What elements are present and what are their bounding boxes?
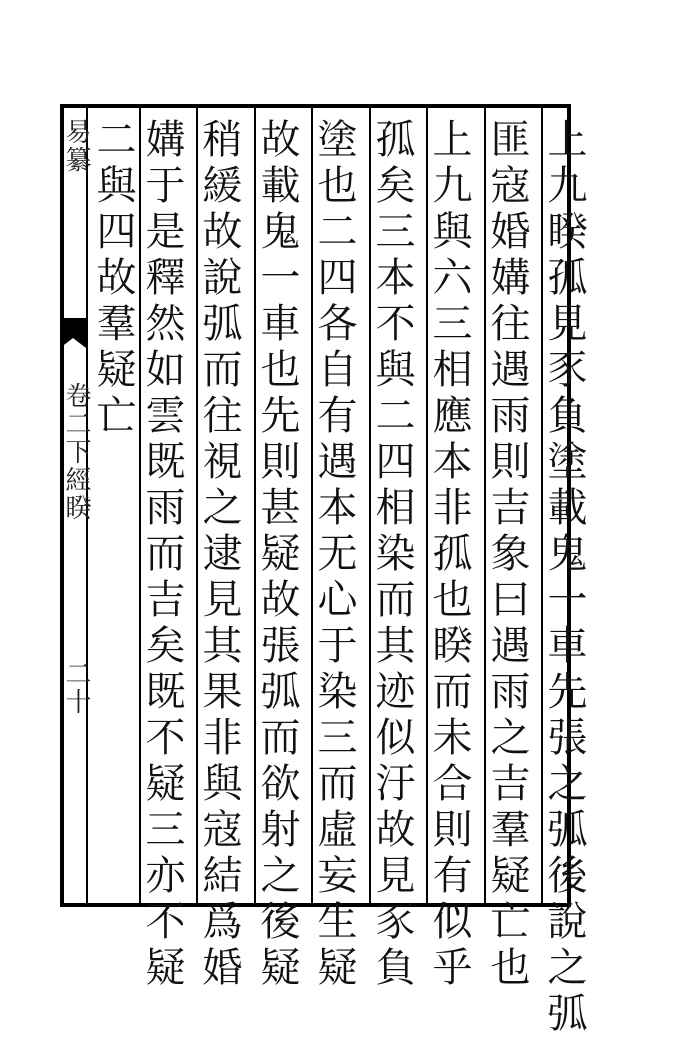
text-column-6: 故載鬼一車也先則甚疑故張弧而欲射之後疑	[254, 118, 300, 992]
page-frame-top	[60, 104, 570, 108]
text-column-5: 塗也二四各自有遇本无心于染三而虛妄生疑	[311, 118, 357, 992]
text-column-2: 匪寇婚媾往遇雨則吉象曰遇雨之吉羣疑亡也	[484, 118, 530, 992]
text-column-4: 孤矣三本不與二四相染而其迹似汙故見豕負	[369, 118, 415, 992]
page-number: 二十	[61, 660, 91, 716]
text-column-8: 媾于是釋然如雲既雨而吉矣既不疑三亦不疑	[139, 118, 185, 992]
text-column-9: 二與四故羣疑亡	[90, 118, 136, 440]
text-column-7: 稍緩故說弧而往視之逮見其果非與寇結爲婚	[196, 118, 242, 992]
text-column-3: 上九與六三相應本非孤也睽而未合則有似乎	[426, 118, 472, 992]
text-column-1: 上九睽孤見豕負塗載鬼一車先張之弧後說之弧	[541, 118, 587, 1038]
chapter-label: 卷二下經睽	[61, 382, 91, 522]
book-title: 易纂	[61, 118, 91, 174]
fish-tail-mark-icon	[60, 318, 86, 372]
